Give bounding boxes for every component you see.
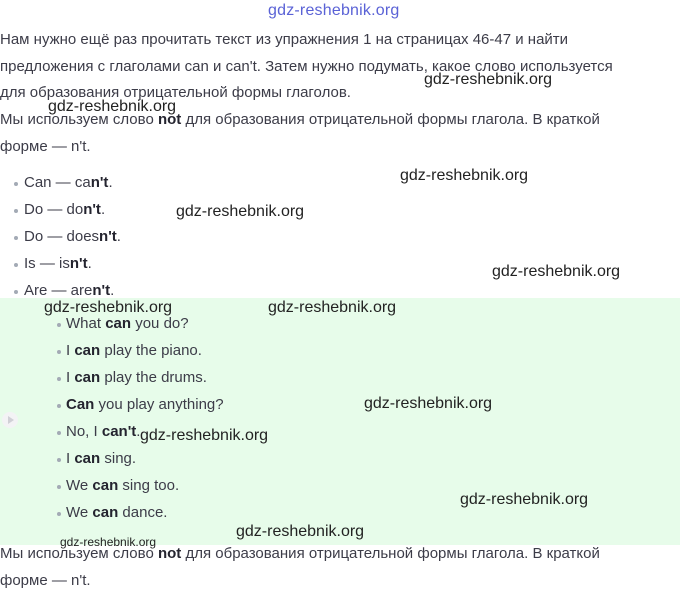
list-item-text: No, I: [66, 423, 102, 440]
list-item-text: Is — is: [24, 255, 70, 272]
list-item-text: play the drums.: [100, 369, 207, 386]
bullet-icon: [57, 431, 61, 435]
bullet-icon: [14, 236, 18, 240]
list-item: [66, 450, 136, 467]
list-item-bold: n't: [99, 228, 117, 245]
intro-line-1: Нам нужно ещё раз прочитать текст из упражнения 1 на страницах 46-47 и найти: [0, 27, 676, 54]
list-item-bold: can: [105, 315, 131, 332]
list-item-text: What: [66, 315, 105, 332]
list-item-text: .: [136, 423, 140, 440]
intro-line-3: для образования отрицательной формы глаголов.: [0, 80, 676, 107]
list-item-bold: can: [74, 369, 100, 386]
intro-paragraph: [0, 27, 676, 107]
bullet-icon: [57, 323, 61, 327]
answer2-post: для образования отрицательной формы глагола. В краткой: [181, 545, 600, 562]
bullet-icon: [14, 290, 18, 294]
list-item-text: play the piano.: [100, 342, 202, 359]
watermark: gdz-reshebnik.org: [492, 263, 620, 281]
watermark: gdz-reshebnik.org: [44, 299, 172, 317]
bullet-icon: [57, 404, 61, 408]
list-item-bold: n't: [70, 255, 88, 272]
list-item: [24, 255, 92, 272]
list-item-text: Do — does: [24, 228, 99, 245]
list-item: [66, 504, 167, 521]
list-item-bold: can: [92, 504, 118, 521]
list-item-text: you do?: [131, 315, 189, 332]
list-item: [24, 282, 114, 299]
list-item-bold: Can: [66, 396, 94, 413]
list-item-text: Are — are: [24, 282, 92, 299]
list-item: [66, 423, 140, 440]
watermark: gdz-reshebnik.org: [400, 167, 528, 185]
list-item-text: dance.: [118, 504, 167, 521]
bullet-icon: [57, 485, 61, 489]
answer1-post: для образования отрицательной формы глагола. В краткой: [181, 111, 600, 128]
answer1-bold: not: [158, 111, 181, 128]
list-item-text: Do — do: [24, 201, 83, 218]
bullet-icon: [14, 182, 18, 186]
bullet-icon: [57, 377, 61, 381]
list-item-bold: can: [74, 450, 100, 467]
bullet-icon: [14, 263, 18, 267]
answer1-pre: Мы используем слово: [0, 111, 158, 128]
list-item-text: .: [110, 282, 114, 299]
watermark: gdz-reshebnik.org: [424, 71, 552, 89]
list-item-text: .: [117, 228, 121, 245]
list-item-text: I: [66, 369, 74, 386]
list-item: [66, 369, 207, 386]
watermark-top: gdz-reshebnik.org: [268, 2, 399, 20]
list-item-bold: n't: [83, 201, 101, 218]
list-item: [24, 228, 121, 245]
list-item-text: .: [88, 255, 92, 272]
list-item-bold: can: [92, 477, 118, 494]
bullet-icon: [57, 350, 61, 354]
watermark: gdz-reshebnik.org: [176, 203, 304, 221]
list-item-text: I: [66, 342, 74, 359]
watermark: gdz-reshebnik.org: [364, 395, 492, 413]
list-item-text: you play anything?: [94, 396, 223, 413]
watermark: gdz-reshebnik.org: [48, 98, 176, 116]
list-item-bold: n't: [92, 282, 110, 299]
list-item-text: We: [66, 477, 92, 494]
list-item-text: sing.: [100, 450, 136, 467]
list-item: [66, 342, 202, 359]
list-item-text: .: [108, 174, 112, 191]
list-item-bold: can: [74, 342, 100, 359]
intro-line-2: предложения с глаголами can и can't. Затем нужно подумать, какое слово используется: [0, 54, 676, 81]
list-item: [66, 396, 224, 413]
list-item: [66, 477, 179, 494]
list-item-bold: can't: [102, 423, 136, 440]
list-item: [24, 201, 105, 218]
play-icon[interactable]: [2, 412, 18, 428]
list-item-text: I: [66, 450, 74, 467]
answer2-bold: not: [158, 545, 181, 562]
list-item-text: .: [101, 201, 105, 218]
list-item-text: We: [66, 504, 92, 521]
watermark: gdz-reshebnik.org: [236, 523, 364, 541]
list-item: [66, 315, 189, 332]
watermark: gdz-reshebnik.org: [60, 535, 156, 549]
bullet-icon: [14, 209, 18, 213]
watermark: gdz-reshebnik.org: [140, 427, 268, 445]
answer2-line-2: форме — n't.: [0, 568, 676, 594]
list-item-bold: n't: [91, 174, 109, 191]
bullet-icon: [57, 512, 61, 516]
answer2-pre: Мы используем слово: [0, 545, 158, 562]
watermark: gdz-reshebnik.org: [268, 299, 396, 317]
list-item-text: sing too.: [118, 477, 179, 494]
answer1-line-2: форме — n't.: [0, 134, 676, 161]
bullet-icon: [57, 458, 61, 462]
list-item: [24, 174, 113, 191]
list-item-text: Can — ca: [24, 174, 91, 191]
watermark: gdz-reshebnik.org: [460, 491, 588, 509]
